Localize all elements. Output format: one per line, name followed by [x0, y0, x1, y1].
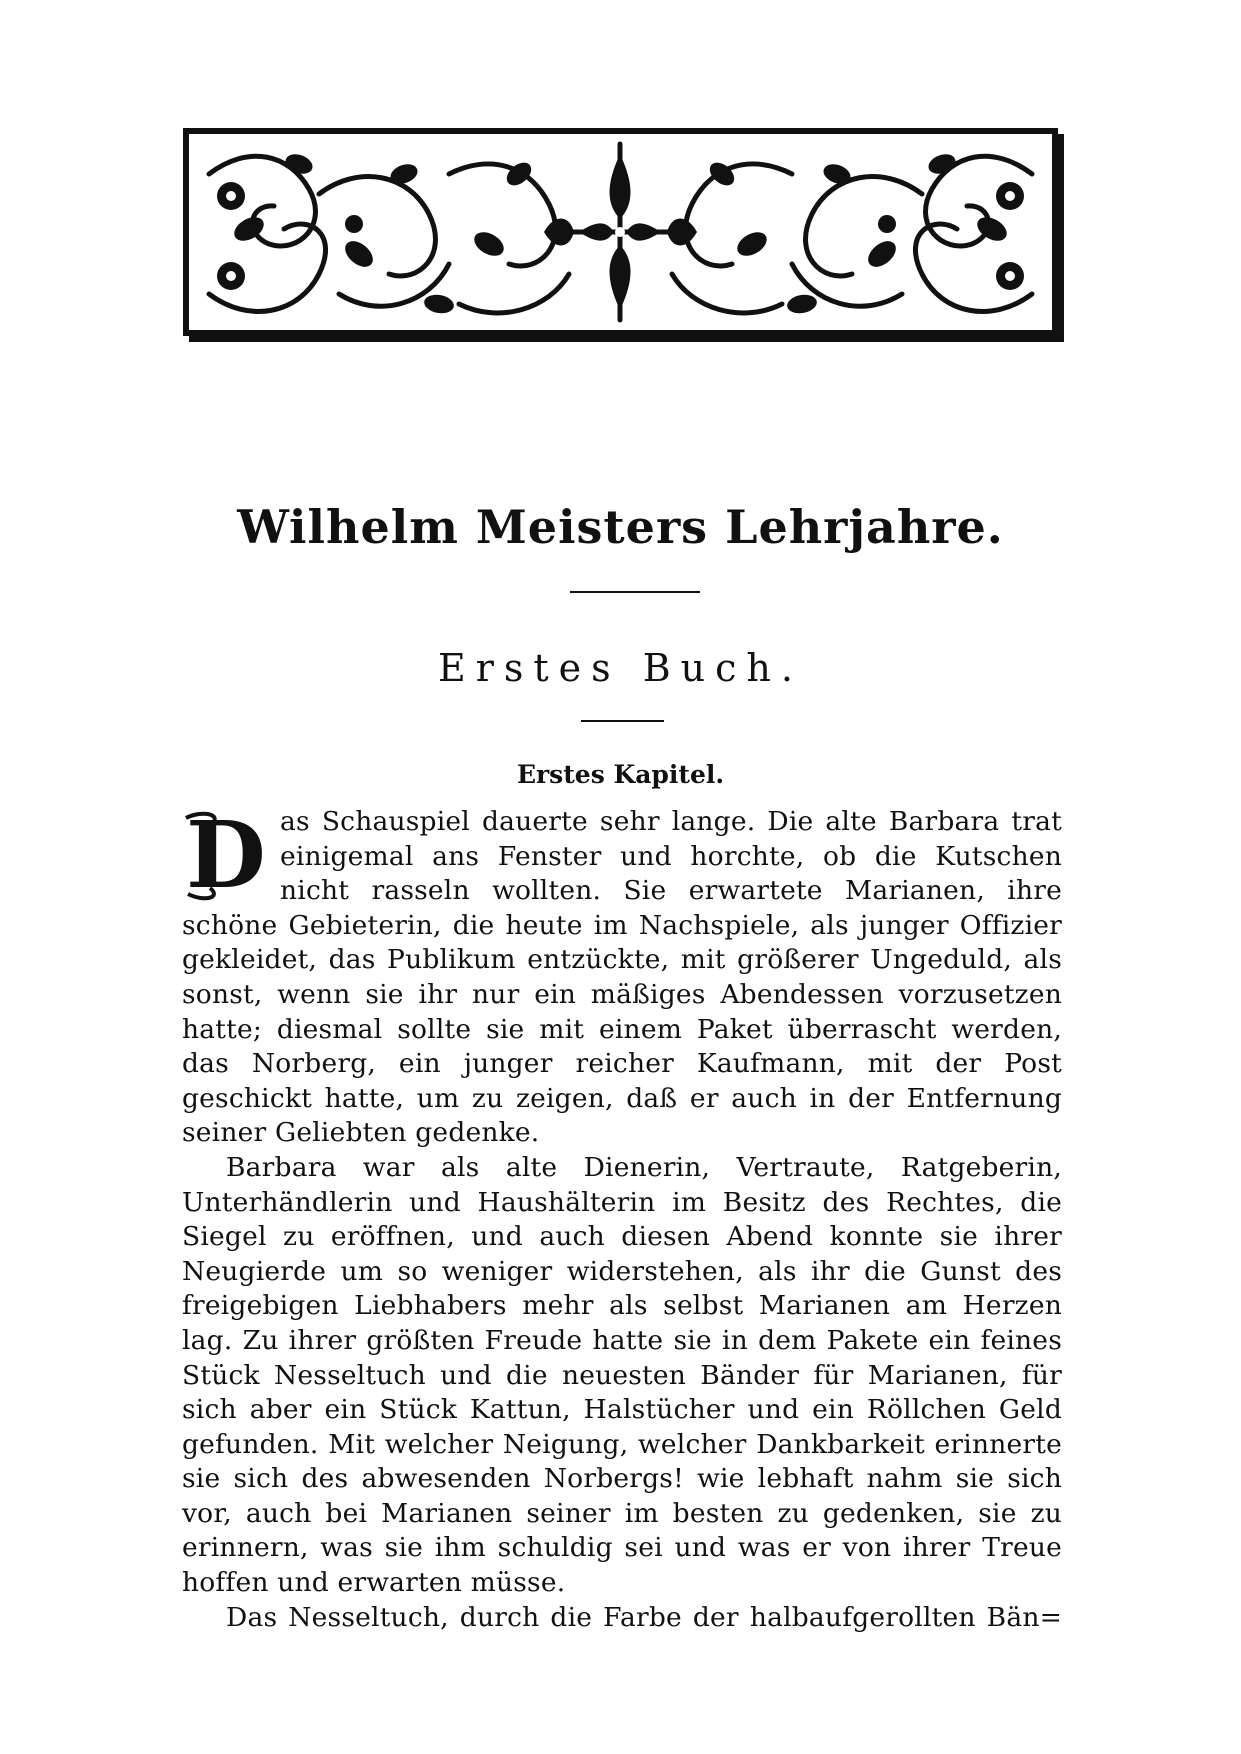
paragraph: Barbara war als alte Dienerin, Vertraute, Ratgeberin, Unterhändlerin und Haushälterin im Besitz des Rechtes, die Siegel zu eröffnen, und auch diesen Abend konnte sie ihrer Neugierde um so weniger widerstehen, als ihr die Gunst des freigebigen Liebhabers mehr als selbst Marianen am Herzen lag. Zu ihrer größten Freude hatte sie in dem Pakete ein feines Stück Nesseltuch und die neuesten Bänder für Marianen, für sich aber ein Stück Kattun, Halstücher und ein Röllchen Geld gefunden. Mit welcher Neigung, welcher Dankbarkeit erinnerte sie sich des abwesenden Norbergs! wie lebhaft nahm sie sich vor, auch bei Marianen seiner im besten zu gedenken, sie zu erinnern, was sie ihm schuldig sei und was er von ihrer Treue hoffen und erwarten müsse.: [182, 1151, 1062, 1599]
floral-ornament-icon: [189, 134, 1052, 330]
title-divider: [570, 591, 700, 593]
drop-cap-letter: D: [186, 801, 266, 909]
paragraph: Das Nesseltuch, durch die Farbe der halbaufgerollten Bän=: [226, 1601, 1062, 1633]
book-divider: [581, 720, 664, 722]
paragraph: [182, 801, 1062, 1151]
book-heading: Erstes Buch.: [438, 646, 803, 690]
chapter-heading: Erstes Kapitel.: [516, 760, 725, 789]
ornamental-headpiece: [183, 128, 1058, 336]
body-text: [182, 801, 1062, 1635]
drop-cap-swash-icon: [182, 808, 270, 904]
drop-cap: [182, 801, 270, 909]
paragraph-text: as Schauspiel dauerte sehr lange. Die alte Barbara trat einigemal ans Fenster und horchte, ob die Kutschen nicht rasseln wollten. Sie erwartete Marianen, ihre schöne Gebieterin, die heute im Nachspiele, als junger Offizier gekleidet, das Publikum entzückte, mit größerer Ungeduld, als sonst, wenn sie ihr nur ein mäßiges Abendessen vorzusetzen hatte; diesmal sollte sie mit einem Paket überrascht werden, das Norberg, ein junger reicher Kaufmann, mit der Post geschickt hatte, um zu zeigen, daß er auch in der Entfernung seiner Geliebten gedenke.: [182, 806, 1062, 1149]
book-title: Wilhelm Meisters Lehrjahre.: [237, 500, 1004, 554]
